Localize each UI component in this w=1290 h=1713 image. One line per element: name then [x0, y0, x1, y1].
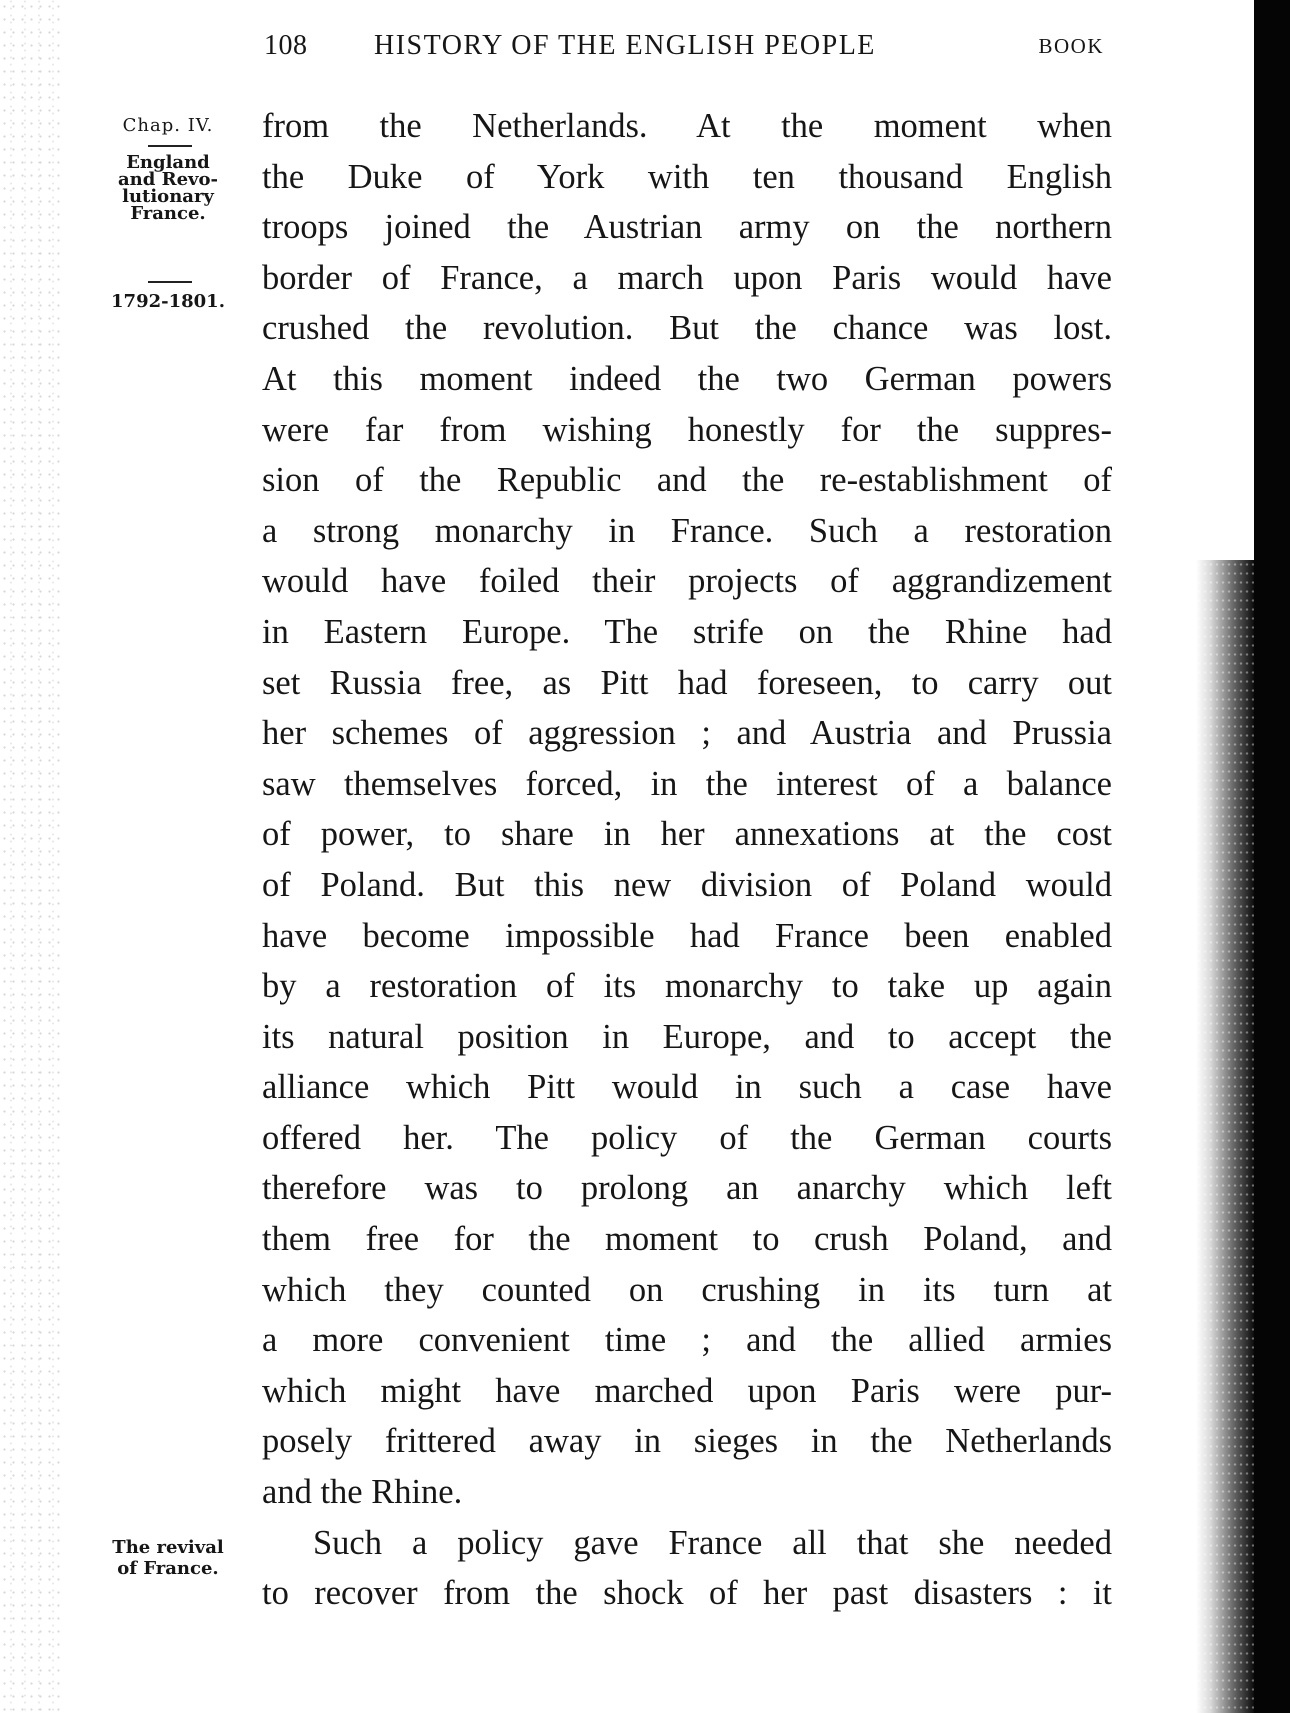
text-line: a strong monarchy in France. Such a restoration: [262, 511, 1112, 550]
text-line: therefore was to prolong an anarchy which left: [262, 1169, 1112, 1208]
text-line: sion of the Republic and the re-establishment of: [262, 461, 1112, 500]
text-line: from the Netherlands. At the moment when: [262, 107, 1112, 145]
text-line: them free for the moment to crush Poland, and: [262, 1220, 1112, 1259]
date-range: 1792-1801.: [111, 291, 225, 312]
revival-heading: [96, 1537, 240, 1579]
scan-edge-noise: [0, 0, 60, 1713]
text-line: border of France, a march upon Paris would have: [262, 258, 1112, 297]
text-line: and the Rhine.: [262, 1473, 463, 1512]
text-line: which they counted on crushing in its turn at: [262, 1270, 1112, 1309]
text-line: of power, to share in her annexations at the cost: [262, 815, 1112, 854]
text-line: of Poland. But this new division of Poland would: [262, 865, 1112, 904]
side-heading-line: England: [126, 152, 210, 173]
book-label: BOOK: [1038, 34, 1104, 58]
revival-heading-line: The revival: [112, 1537, 224, 1558]
side-heading-line: lutionary: [122, 186, 214, 207]
text-line: Such a policy gave France all that she needed: [313, 1523, 1112, 1562]
running-title: HISTORY OF THE ENGLISH PEOPLE: [374, 30, 876, 61]
scan-binding-shadow: [1196, 560, 1254, 1713]
text-line: by a restoration of its monarchy to take up again: [262, 967, 1112, 1006]
side-heading-line: France.: [130, 203, 206, 224]
chapter-label: Chap. IV.: [122, 115, 214, 136]
text-line: At this moment indeed the two German powers: [262, 359, 1112, 398]
margin-rule: [148, 145, 192, 147]
revival-heading-line: of France.: [117, 1558, 219, 1579]
text-line: posely frittered away in sieges in the Netherlands: [262, 1422, 1112, 1461]
scan-dark-edge: [1254, 0, 1290, 1713]
text-line: which might have marched upon Paris were pur-: [262, 1371, 1112, 1410]
body-text: [262, 101, 1112, 1619]
side-heading-line: and Revo-: [118, 169, 218, 190]
text-line: its natural position in Europe, and to accept the: [262, 1017, 1112, 1056]
text-line: saw themselves forced, in the interest of a balance: [262, 764, 1112, 803]
text-line: offered her. The policy of the German courts: [262, 1118, 1112, 1157]
text-line: alliance which Pitt would in such a case have: [262, 1068, 1112, 1107]
text-line: were far from wishing honestly for the suppres-: [262, 410, 1112, 449]
running-head: [264, 30, 1104, 70]
margin-rule: [148, 281, 192, 283]
text-line: set Russia free, as Pitt had foreseen, to carry out: [262, 663, 1112, 702]
text-line: have become impossible had France been enabled: [262, 916, 1112, 955]
text-line: the Duke of York with ten thousand English: [262, 157, 1112, 196]
text-line: would have foiled their projects of aggrandizement: [262, 562, 1112, 601]
text-line: troops joined the Austrian army on the northern: [262, 208, 1112, 247]
text-line: crushed the revolution. But the chance was lost.: [262, 309, 1112, 348]
side-heading: [96, 154, 240, 222]
text-line: her schemes of aggression ; and Austria and Prussia: [262, 714, 1112, 753]
text-line: to recover from the shock of her past disasters : it: [262, 1574, 1112, 1613]
text-line: a more convenient time ; and the allied armies: [262, 1321, 1112, 1360]
text-line: in Eastern Europe. The strife on the Rhine had: [262, 612, 1112, 651]
page-number: 108: [264, 30, 308, 61]
